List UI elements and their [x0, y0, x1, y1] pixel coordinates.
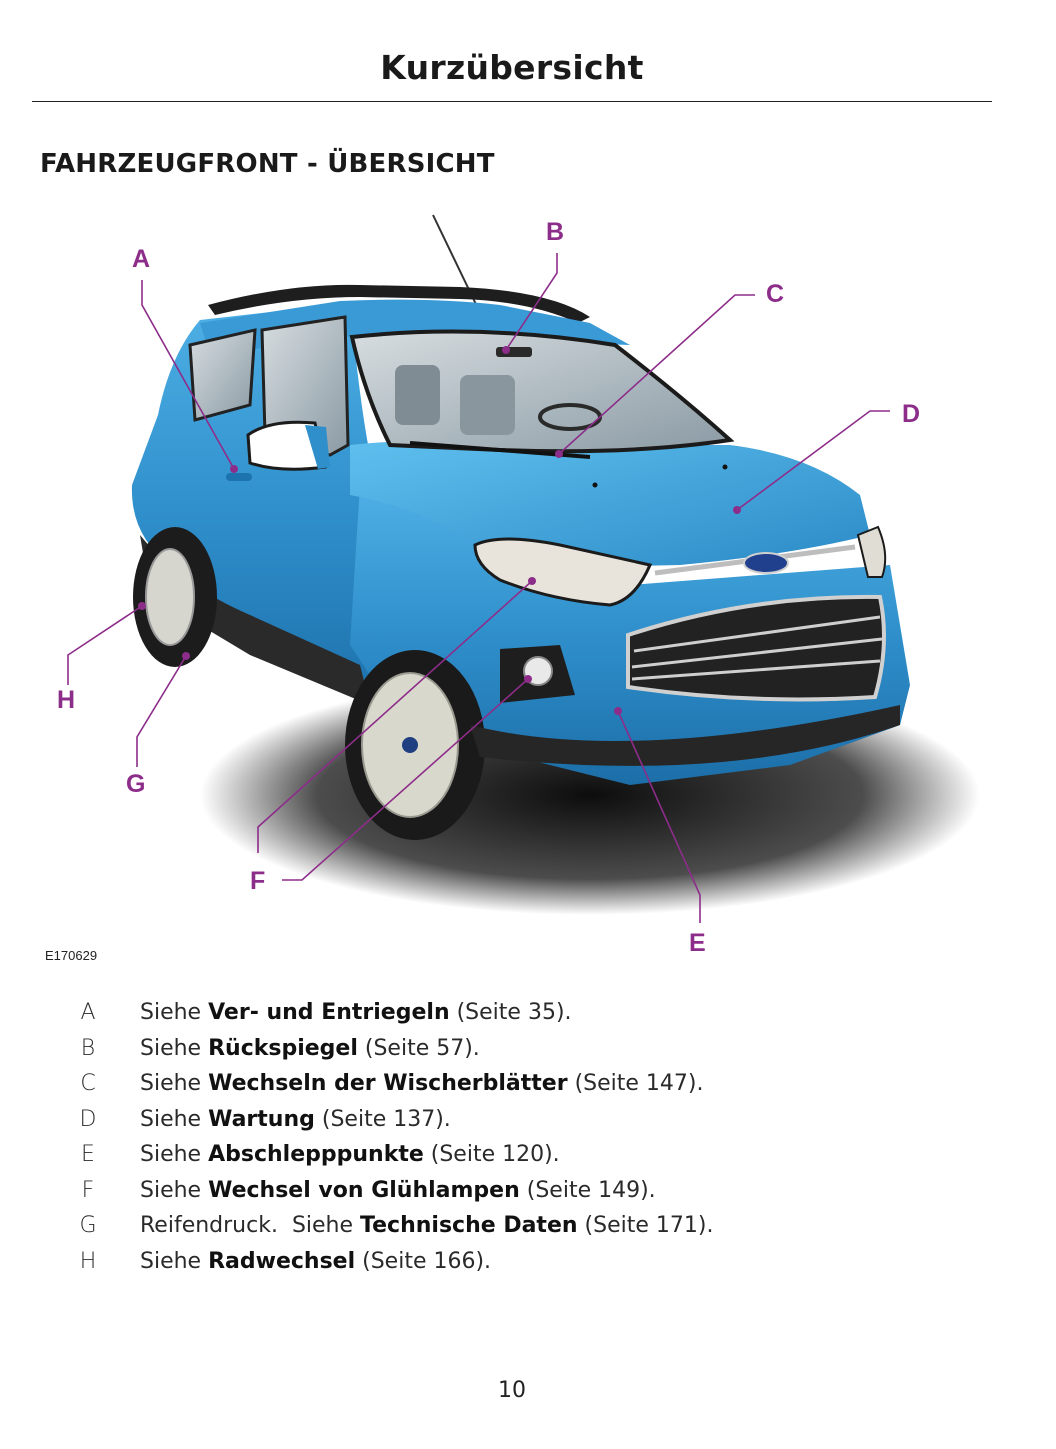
vehicle-svg: [30, 205, 990, 965]
legend-item: [0, 996, 1000, 1030]
wheel-hub: [402, 737, 418, 753]
legend-link[interactable]: Technische Daten: [360, 1213, 578, 1238]
seat-right: [460, 375, 515, 435]
ford-badge: [744, 553, 788, 573]
rear-view-mirror: [496, 347, 532, 357]
legend-text: Siehe Wartung (Seite 137).: [140, 1106, 451, 1132]
callout-f: F: [250, 867, 266, 895]
page-header-title: Kurzübersicht: [380, 48, 644, 87]
callout-line-g: [137, 656, 186, 767]
legend-letter: B: [80, 1035, 96, 1061]
legend-text: Reifendruck. Siehe Technische Daten (Seite 171).: [140, 1213, 714, 1238]
legend-text: Siehe Radwechsel (Seite 166).: [140, 1248, 492, 1274]
hood-washer-nozzle-1: [593, 483, 598, 488]
legend-item: [0, 1209, 1000, 1243]
legend-item: [0, 1245, 1000, 1279]
legend-text: Siehe Wechseln der Wischerblätter (Seite 147).: [140, 1071, 704, 1096]
vehicle-front-illustration: [30, 205, 990, 965]
legend-item: [0, 1067, 1000, 1101]
header-divider: [32, 101, 992, 102]
legend-letter: C: [80, 1071, 96, 1096]
legend-item: [0, 1032, 1000, 1066]
legend-link[interactable]: Abschlepppunkte: [208, 1142, 424, 1167]
callout-c: C: [766, 280, 785, 308]
callout-d: D: [902, 400, 921, 428]
page-number: 10: [498, 1378, 526, 1403]
callout-b: B: [546, 218, 565, 246]
legend-link[interactable]: Radwechsel: [208, 1248, 356, 1274]
legend-letter: E: [81, 1142, 95, 1167]
callout-line-h: [68, 606, 142, 685]
callout-a: A: [132, 245, 151, 273]
legend-link[interactable]: Wartung: [208, 1106, 315, 1132]
legend-text: Siehe Ver- und Entriegeln (Seite 35).: [140, 1000, 572, 1025]
legend-letter: H: [79, 1248, 97, 1274]
callout-e: E: [689, 929, 706, 957]
figure-code: E170629: [45, 948, 98, 963]
legend-link[interactable]: Wechsel von Glühlampen: [208, 1177, 520, 1203]
legend-item: [0, 1138, 1000, 1172]
legend-letter: F: [81, 1177, 95, 1203]
door-handle-front: [226, 473, 252, 481]
legend-text: Siehe Abschlepppunkte (Seite 120).: [140, 1142, 560, 1167]
legend-link[interactable]: Ver- und Entriegeln: [208, 1000, 450, 1025]
section-title: FAHRZEUGFRONT - ÜBERSICHT: [40, 149, 495, 179]
legend-letter: G: [79, 1213, 97, 1238]
legend-letter: A: [80, 1000, 96, 1025]
callout-h: H: [57, 686, 76, 714]
legend-text: Siehe Rückspiegel (Seite 57).: [140, 1035, 480, 1061]
legend-item: [0, 1174, 1000, 1208]
legend-text: Siehe Wechsel von Glühlampen (Seite 149).: [140, 1177, 656, 1203]
hood-washer-nozzle-2: [723, 465, 728, 470]
rear-wheel-rim: [146, 549, 194, 645]
legend-link[interactable]: Wechseln der Wischerblätter: [208, 1071, 568, 1096]
legend-item: [0, 1103, 1000, 1137]
legend-link[interactable]: Rückspiegel: [208, 1035, 358, 1061]
legend-letter: D: [79, 1106, 97, 1132]
seat-left: [395, 365, 440, 425]
callout-g: G: [126, 770, 146, 798]
